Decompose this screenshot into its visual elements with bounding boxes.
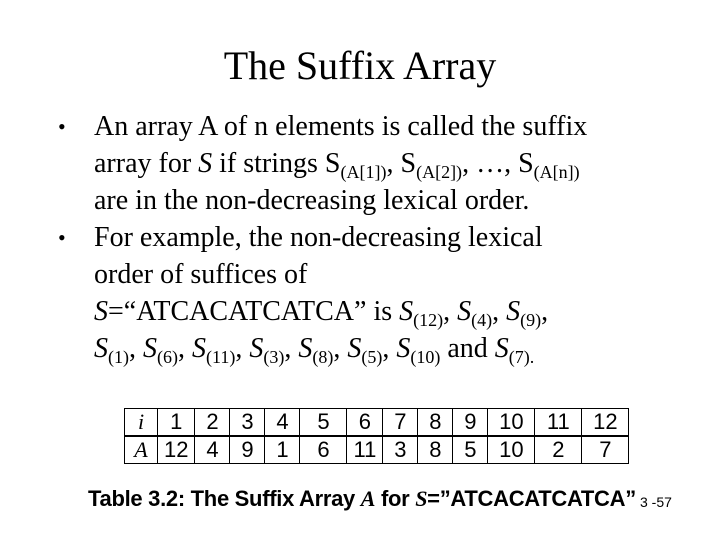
subscript: (11) (206, 347, 236, 367)
table-cell: 12 (158, 436, 195, 464)
table-cell: 11 (535, 409, 582, 437)
bullet1-line2 (94, 145, 698, 182)
table-cell: 4 (195, 436, 230, 464)
table-cell: 10 (488, 436, 535, 464)
table-cell: 1 (265, 436, 300, 464)
table-cell: 9 (230, 436, 265, 464)
suffix-s: S (494, 333, 509, 364)
suffix-s: S (347, 333, 362, 364)
table-cell: 3 (230, 409, 265, 437)
bullet1-line1: An array A of n elements is called the suffix (94, 111, 588, 142)
suffix-s: S (506, 296, 521, 327)
table-cell: 11 (347, 436, 383, 464)
subscript: (7). (508, 347, 535, 367)
and-text: and (440, 333, 495, 364)
bullet1-line3: are in the non-decreasing lexical order. (94, 185, 530, 216)
subscript: (5) (361, 347, 383, 367)
example-string: =“ATCACATCATCA” is (108, 296, 400, 327)
table-cell: 8 (418, 409, 453, 437)
bullet-example (58, 219, 698, 367)
subscript: (3) (263, 347, 285, 367)
table-cell: 1 (158, 409, 195, 437)
subscript: (A[2]) (416, 162, 463, 182)
bullet2-line1: For example, the non-decreasing lexical (94, 222, 543, 253)
suffix-s: S (396, 333, 411, 364)
suffix-s: S (249, 333, 264, 364)
table-cell: 5 (453, 436, 488, 464)
caption-text: Table 3.2: The Suffix Array (88, 486, 361, 511)
table-cell: 12 (582, 409, 629, 437)
subscript: (A[n]) (533, 162, 580, 182)
caption-text: =”ATCACATCATCA” (427, 486, 636, 511)
bullet-dot-icon: • (58, 114, 66, 139)
suffix-s: S (399, 296, 414, 327)
suffix-array-table (124, 408, 629, 464)
caption-text: for (375, 486, 416, 511)
subscript: (A[1]) (340, 162, 387, 182)
page-number: 3 -57 (640, 494, 672, 510)
bullet1-text: array for (94, 148, 199, 179)
table-cell: 7 (582, 436, 629, 464)
table-cell: 2 (535, 436, 582, 464)
table-cell: 9 (453, 409, 488, 437)
suffix-s: S (298, 333, 313, 364)
subscript: (6) (157, 347, 178, 367)
table-cell: 5 (300, 409, 347, 437)
table-row-i (125, 409, 629, 437)
row-label-a: A (125, 436, 158, 464)
suffix-s: S (192, 333, 206, 364)
bullet1-text: , …, S (462, 148, 534, 179)
table-cell: 6 (300, 436, 347, 464)
row-label-i: i (125, 409, 158, 437)
table-cell: 4 (265, 409, 300, 437)
bullet1-text: if strings S (212, 148, 341, 179)
bullet2-line2: order of suffices of (94, 259, 308, 290)
bullet-dot-icon: • (58, 225, 66, 250)
suffix-s: S (457, 296, 472, 327)
subscript: (8) (312, 347, 334, 367)
table-cell: 8 (418, 436, 453, 464)
caption-s: S (415, 486, 428, 511)
bullet-definition (58, 108, 698, 219)
bullet1-text: , S (386, 148, 417, 179)
string-s: S (94, 296, 108, 327)
subscript: (4) (471, 310, 493, 330)
table-cell: 3 (383, 436, 418, 464)
bullet2-line3: S=“ATCACATCATCA” is $S_{(12)}$, $S_{(4)}$, $S_{(9)}$, (94, 296, 549, 330)
table-cell: 7 (383, 409, 418, 437)
slide-title: The Suffix Array (223, 43, 497, 88)
suffix-s: S (143, 333, 157, 364)
suffix-s: S (94, 333, 108, 364)
table-row-a (125, 436, 629, 464)
subscript: (12) (413, 310, 444, 330)
table-cell: 2 (195, 409, 230, 437)
subscript: (9) (520, 310, 542, 330)
bullet-list (58, 108, 698, 367)
bullet2-line4: $S_{(1)}$, $S_{(6)}$, $S_{(11)}$, $S_{(3)}$, $S_{(8)}$, $S_{(5)}$, $S_{(10)}$ and $S_{(7).}$ (94, 333, 535, 367)
table-cell: 6 (347, 409, 383, 437)
string-s: S (198, 148, 213, 179)
caption-a: A (360, 486, 376, 511)
subscript: (1) (108, 347, 129, 367)
subscript: (10) (410, 347, 441, 367)
table-caption (88, 486, 636, 512)
table-cell: 10 (488, 409, 535, 437)
